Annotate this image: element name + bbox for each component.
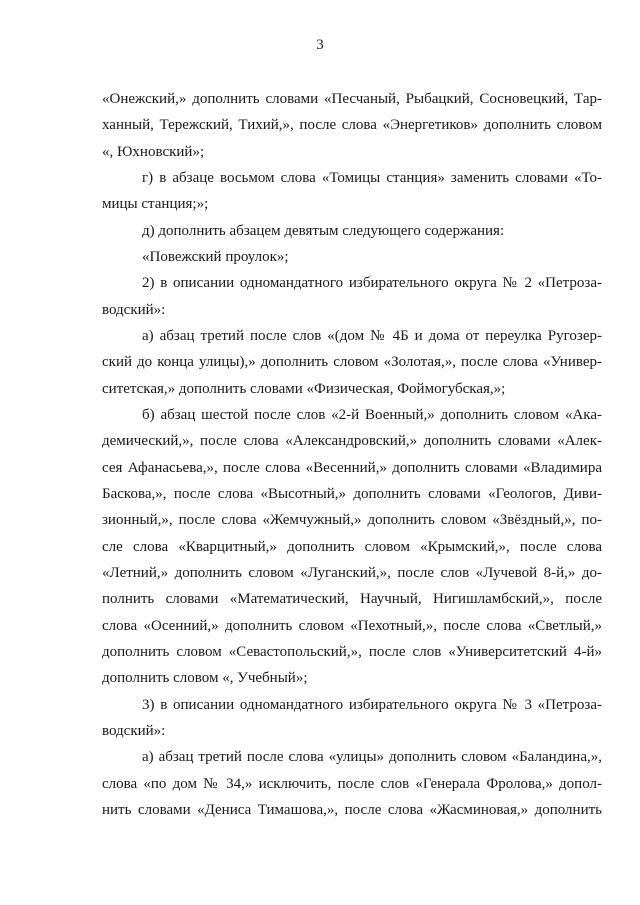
text-line: мицы станция;»; [102,196,209,212]
text-line: ханный, Тережский, Тихий,», после слова «Энергетиков» дополнить словом [102,117,602,133]
text-line: г) в абзаце восьмом слова «Томицы станция» заменить словами «То- [142,170,602,186]
text-line: сле слова «Кварцитный,» дополнить словом «Крымский,», после слова [102,539,602,555]
text-line: полнить словами «Математический, Научный, Нигишламбский,», после [102,591,602,607]
text-line: б) абзац шестой после слов «2-й Военный,» дополнить словом «Ака- [142,407,602,423]
text-line: «Повежский проулок»; [142,249,289,265]
text-line: ский до конца улицы),» дополнить словом «Золотая,», после слова «Универ- [102,354,602,370]
text-line: водский»: [102,302,166,318]
text-line: ситетская,» дополнить словами «Физическая, Фоймогубская,»; [102,381,506,397]
text-line: д) дополнить абзацем девятым следующего содержания: [142,223,505,239]
text-line: дополнить словом «Севастопольский,», после слов «Университетский 4-й» [102,644,602,660]
text-line: демический,», после слова «Александровский,» дополнить словами «Алек- [102,433,602,449]
text-line: «, Юхновский»; [102,144,205,160]
text-line: 3) в описании одномандатного избирательного округа № 3 «Петроза- [142,697,602,713]
page-number: 3 [316,37,324,53]
text-line: сея Афанасьева,», после слова «Весенний,» дополнить словами «Владимира [102,460,602,476]
text-line: зионный,», после слова «Жемчужный,» дополнить словом «Звёздный,», по- [102,512,602,528]
text-line: слова «по дом № 34,» исключить, после слов «Генерала Фролова,» допол- [102,776,602,792]
text-line: «Онежский,» дополнить словами «Песчаный, Рыбацкий, Сосновецкий, Тар- [102,91,602,107]
text-line: 2) в описании одномандатного избирательного округа № 2 «Петроза- [142,275,602,291]
text-line: Баскова,», после слова «Высотный,» дополнить словами «Геологов, Диви- [102,486,602,502]
text-line: водский»: [102,723,166,739]
text-line: «Летний,» дополнить словом «Луганский,», после слов «Лучевой 8-й,» до- [102,565,602,581]
text-line: нить словами «Дениса Тимашова,», после слова «Жасминовая,» дополнить [102,802,602,818]
text-line: а) абзац третий после слова «улицы» дополнить словом «Баландина,», [142,749,602,765]
text-line: слова «Осенний,» дополнить словом «Пехотный,», после слова «Светлый,» [102,618,602,634]
text-line: а) абзац третий после слов «(дом № 4Б и дома от переулка Ругозер- [142,328,602,344]
text-line: дополнить словом «, Учебный»; [102,670,308,686]
